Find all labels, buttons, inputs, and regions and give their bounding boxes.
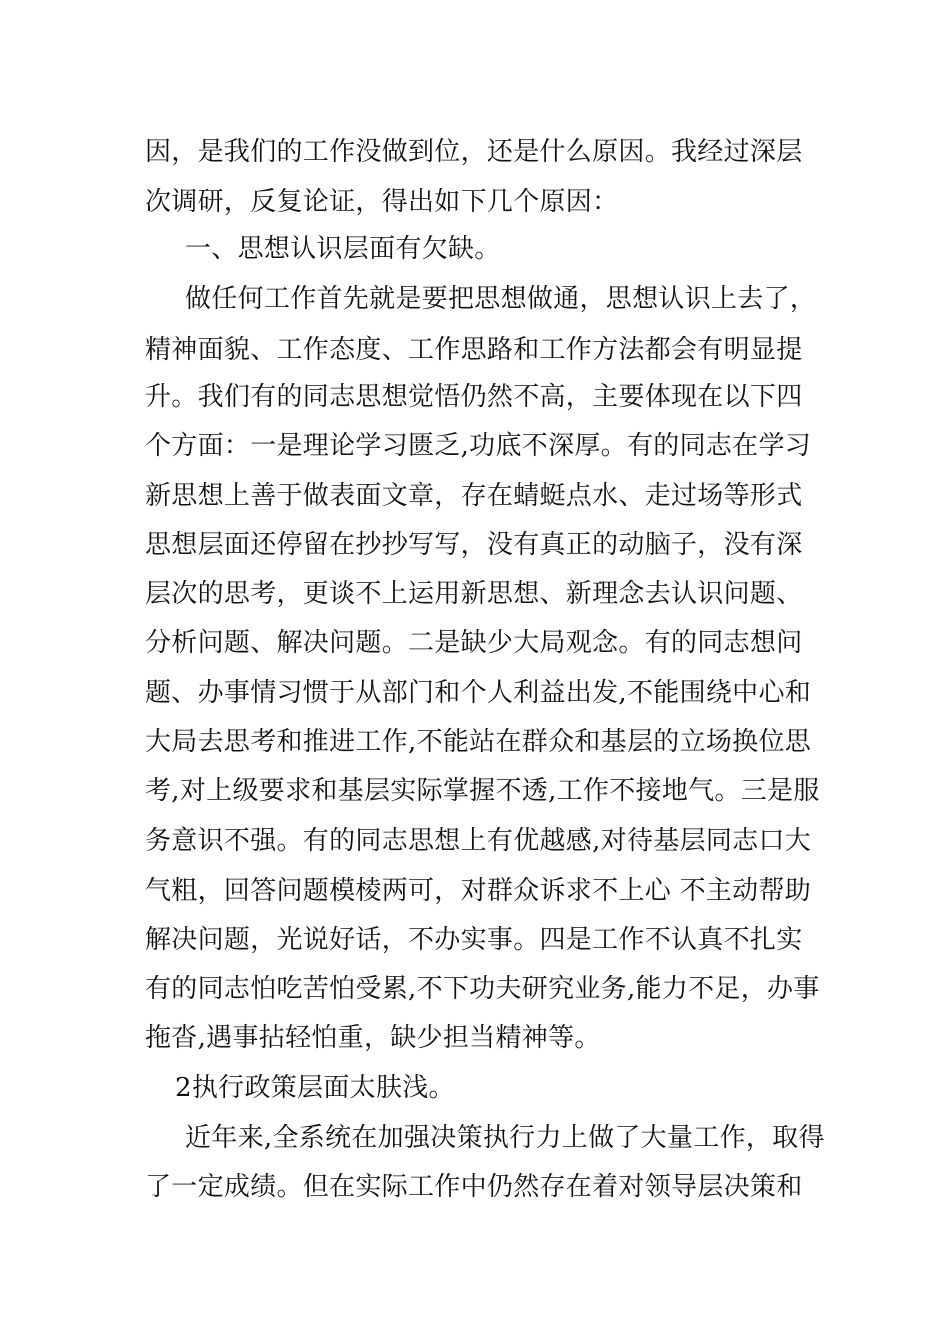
text-line: 务意识不强。有的同志思想上有优越感,对待基层同志口大 bbox=[145, 826, 812, 856]
text-line: 近年来,全系统在加强决策执行力上做了大量工作，取得 bbox=[185, 1123, 825, 1153]
text-line: 新思想上善于做表面文章，存在蜻蜓点水、走过场等形式 bbox=[145, 481, 803, 511]
text-line: 精神面貌、工作态度、工作思路和工作方法都会有明显提 bbox=[145, 335, 803, 365]
text-line: 思想层面还停留在抄抄写写，没有真正的动脑子，没有深 bbox=[145, 530, 803, 560]
text-line: 了一定成绩。但在实际工作中仍然存在着对领导层决策和 bbox=[145, 1172, 803, 1202]
text-line: 有的同志怕吃苦怕受累,不下功夫研究业务,能力不足，办事 bbox=[145, 974, 820, 1004]
text-line: 考,对上级要求和基层实际掌握不透,工作不接地气。三是服 bbox=[145, 776, 820, 806]
text-line: 大局去思考和推进工作,不能站在群众和基层的立场换位思 bbox=[145, 727, 812, 757]
text-line: 题、办事情习惯于从部门和个人利益出发,不能围绕中心和 bbox=[145, 678, 812, 708]
text-line: 个方面：一是理论学习匮乏,功底不深厚。有的同志在学习 bbox=[145, 431, 812, 461]
text-line: 解决问题，光说好话，不办实事。四是工作不认真不扎实 bbox=[145, 925, 803, 955]
text-line: 层次的思考，更谈不上运用新思想、新理念去认识问题、 bbox=[145, 579, 803, 609]
section-heading: 2执行政策层面太肤浅。 bbox=[175, 1073, 455, 1103]
text-line: 拖沓,遇事拈轻怕重，缺少担当精神等。 bbox=[145, 1023, 601, 1053]
section-heading: 一、思想认识层面有欠缺。 bbox=[185, 234, 501, 264]
text-line: 分析问题、解决问题。二是缺少大局观念。有的同志想问 bbox=[145, 628, 803, 658]
text-line: 升。我们有的同志思想觉悟仍然不高，主要体现在以下四 bbox=[145, 382, 803, 412]
text-line: 气粗，回答问题模棱两可，对群众诉求不上心 不主动帮助 bbox=[145, 876, 812, 906]
text-line: 做任何工作首先就是要把思想做通，思想认识上去了， bbox=[185, 284, 817, 314]
text-line: 因，是我们的工作没做到位，还是什么原因。我经过深层 bbox=[145, 137, 803, 167]
text-line: 次调研，反复论证，得出如下几个原因： bbox=[145, 187, 619, 217]
